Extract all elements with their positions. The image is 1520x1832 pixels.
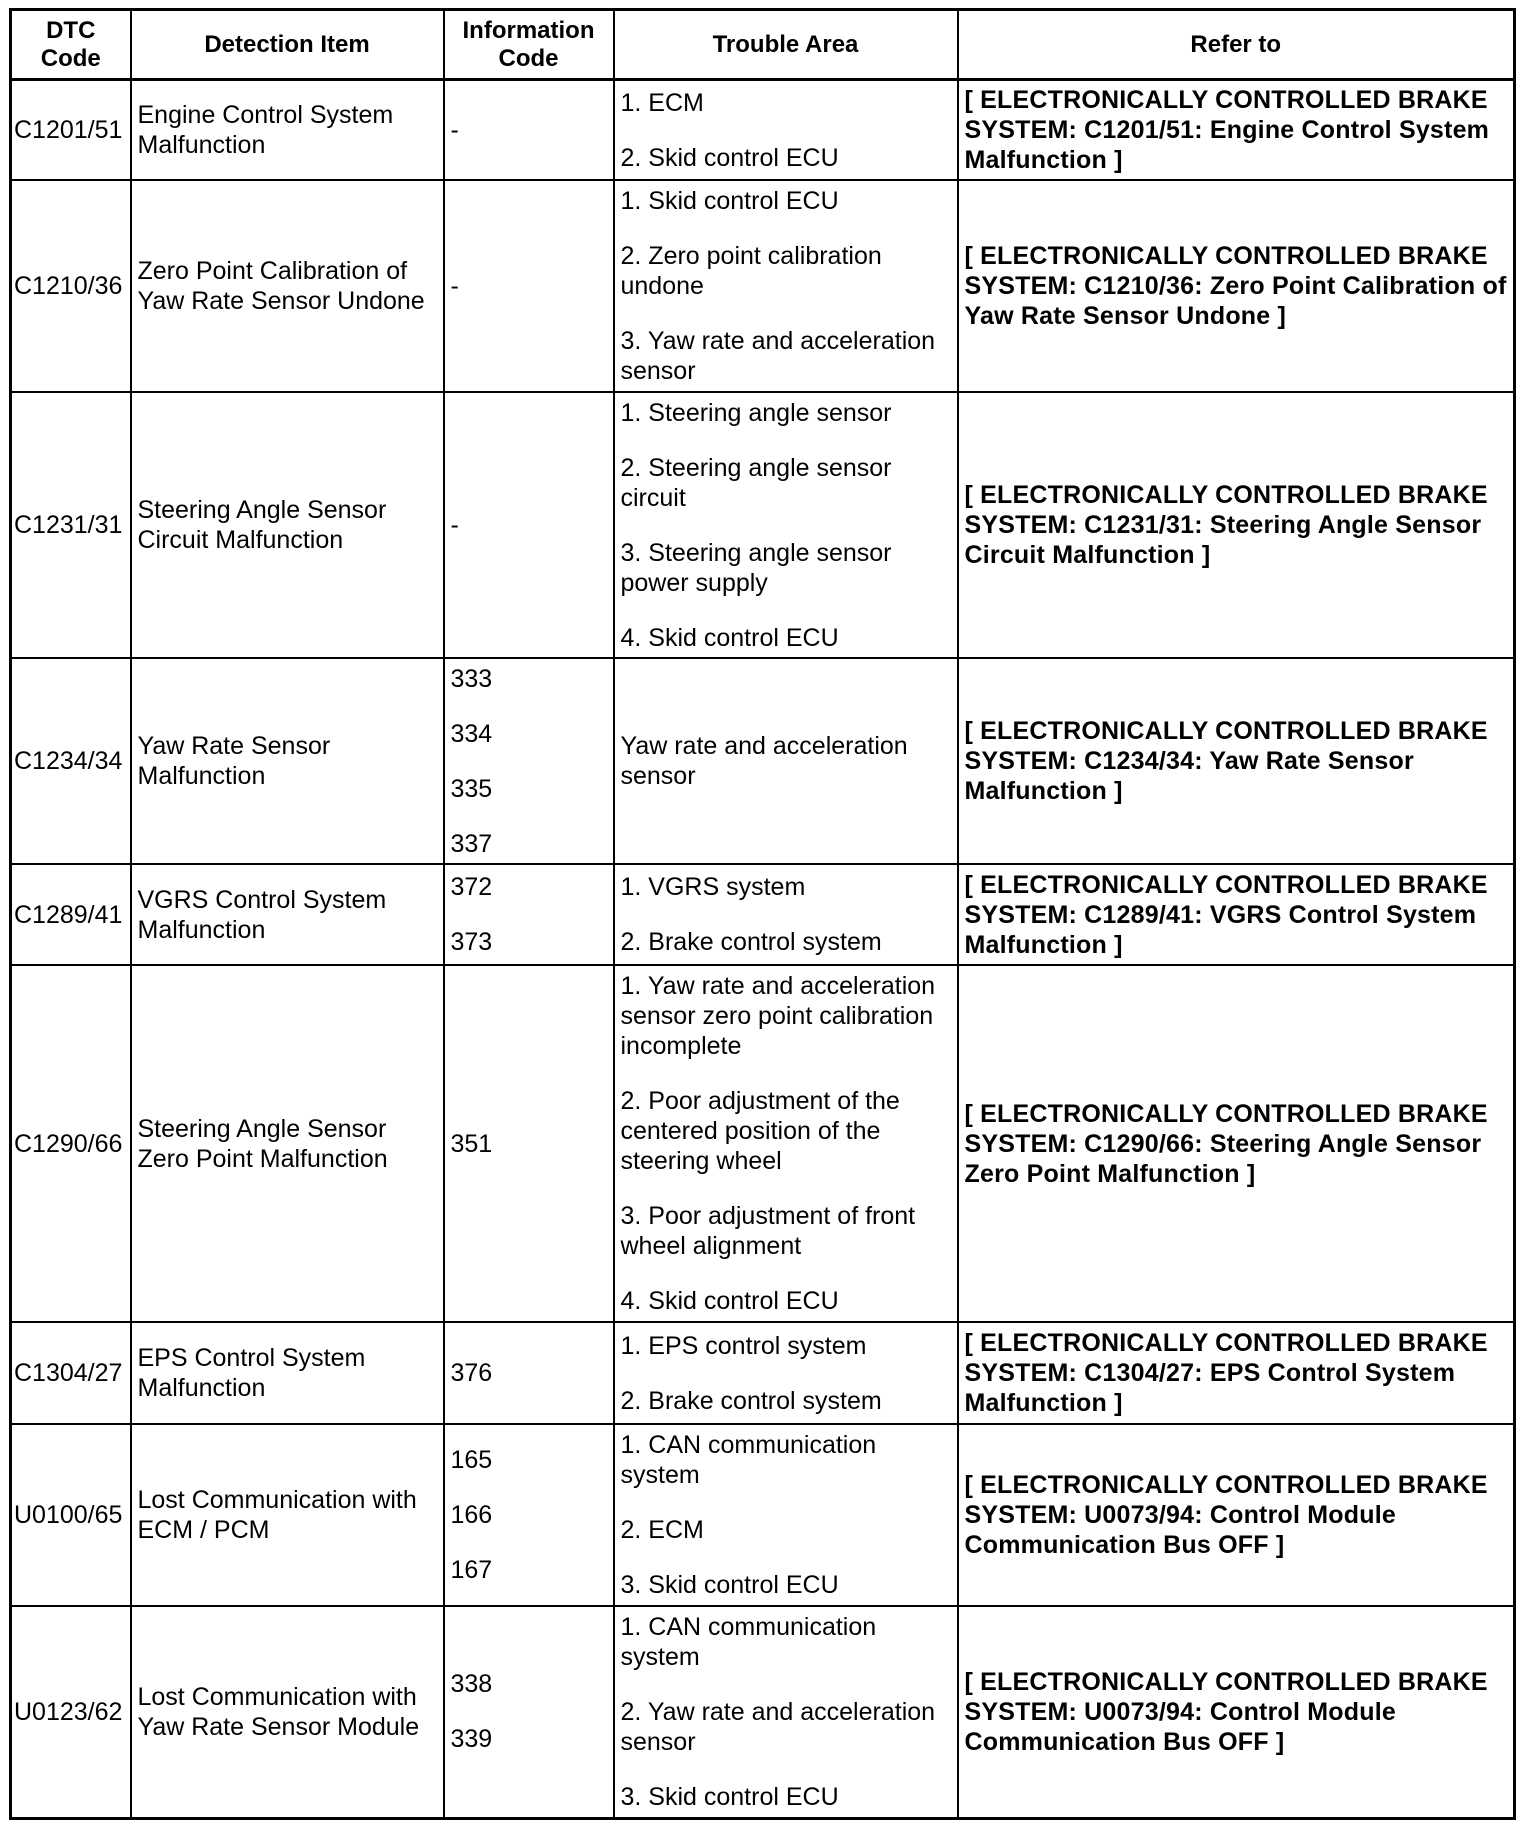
information-code-value: 333 (450, 664, 493, 693)
trouble-area-item: 4. Skid control ECU (620, 623, 839, 652)
trouble-area-item: 2. Brake control system (620, 928, 882, 956)
information-code-value: 376 (450, 1359, 493, 1387)
dtc-code-cell: C1290/66 (11, 965, 131, 1322)
information-code-value: 372 (450, 873, 493, 901)
header-detection-item: Detection Item (131, 10, 444, 80)
trouble-area-cell (614, 1322, 958, 1424)
refer-to-link[interactable]: [ ELECTRONICALLY CONTROLLED BRAKE SYSTEM: C1290/66: Steering Angle Sensor Zero Point Malfunction ] (958, 965, 1515, 1322)
information-code-value: 373 (450, 928, 493, 956)
information-code-cell (444, 864, 614, 965)
trouble-area-item: 3. Poor adjustment of front wheel alignment (620, 1202, 916, 1260)
table-row (11, 180, 1515, 392)
information-code-cell (444, 80, 614, 181)
information-code-value: - (450, 116, 459, 144)
information-code-value: 334 (450, 719, 493, 748)
refer-to-link[interactable]: [ ELECTRONICALLY CONTROLLED BRAKE SYSTEM: C1304/27: EPS Control System Malfunction ] (958, 1322, 1515, 1424)
information-code-value: 338 (450, 1670, 493, 1699)
information-code-value: 167 (450, 1556, 493, 1584)
table-body (11, 80, 1515, 1819)
detection-item-cell: Lost Communication with Yaw Rate Sensor Module (131, 1606, 444, 1818)
trouble-area-item: 3. Yaw rate and acceleration sensor (620, 327, 936, 385)
trouble-area-cell (614, 80, 958, 181)
refer-to-link[interactable]: [ ELECTRONICALLY CONTROLLED BRAKE SYSTEM: U0073/94: Control Module Communication Bus OFF ] (958, 1606, 1515, 1818)
dtc-code-cell: C1304/27 (11, 1322, 131, 1424)
trouble-area-item: 2. ECM (620, 1516, 704, 1544)
refer-to-link[interactable]: [ ELECTRONICALLY CONTROLLED BRAKE SYSTEM: C1234/34: Yaw Rate Sensor Malfunction ] (958, 658, 1515, 864)
dtc-table-container (9, 8, 1516, 1820)
dtc-code-cell: C1210/36 (11, 180, 131, 392)
information-code-value: - (450, 511, 459, 539)
trouble-area-cell (614, 658, 958, 864)
dtc-code-cell: U0100/65 (11, 1424, 131, 1606)
dtc-table (9, 8, 1516, 1820)
trouble-area-cell (614, 392, 958, 658)
trouble-area-item: 1. Yaw rate and acceleration sensor zero point calibration incomplete (620, 972, 936, 1060)
trouble-area-item: Yaw rate and acceleration sensor (620, 732, 908, 790)
trouble-area-item: 1. EPS control system (620, 1331, 867, 1360)
information-code-value: - (450, 272, 459, 300)
information-code-cell (444, 180, 614, 392)
information-code-value: 166 (450, 1501, 493, 1529)
trouble-area-item: 2. Zero point calibration undone (620, 242, 882, 300)
trouble-area-item: 3. Skid control ECU (620, 1571, 839, 1599)
trouble-area-cell (614, 180, 958, 392)
information-code-cell (444, 658, 614, 864)
trouble-area-item: 1. CAN communication system (620, 1612, 877, 1671)
information-code-value: 351 (450, 1129, 493, 1158)
table-row (11, 864, 1515, 965)
information-code-cell (444, 965, 614, 1322)
table-row (11, 658, 1515, 864)
trouble-area-item: 3. Steering angle sensor power supply (620, 538, 892, 597)
information-code-cell (444, 1322, 614, 1424)
trouble-area-item: 2. Yaw rate and acceleration sensor (620, 1697, 936, 1756)
refer-to-link[interactable]: [ ELECTRONICALLY CONTROLLED BRAKE SYSTEM: C1289/41: VGRS Control System Malfunction ] (958, 864, 1515, 965)
dtc-code-cell: U0123/62 (11, 1606, 131, 1818)
header-refer-to: Refer to (958, 10, 1515, 80)
trouble-area-item: 1. VGRS system (620, 873, 806, 901)
detection-item-cell: Lost Communication with ECM / PCM (131, 1424, 444, 1606)
header-dtc-code: DTC Code (11, 10, 131, 80)
information-code-value: 337 (450, 829, 493, 858)
detection-item-cell: Steering Angle Sensor Zero Point Malfunction (131, 965, 444, 1322)
refer-to-link[interactable]: [ ELECTRONICALLY CONTROLLED BRAKE SYSTEM: C1210/36: Zero Point Calibration of Yaw Rate Sensor Undone ] (958, 180, 1515, 392)
detection-item-cell: VGRS Control System Malfunction (131, 864, 444, 965)
table-header-row (11, 10, 1515, 80)
refer-to-link[interactable]: [ ELECTRONICALLY CONTROLLED BRAKE SYSTEM: C1201/51: Engine Control System Malfunction ] (958, 80, 1515, 181)
detection-item-cell: Zero Point Calibration of Yaw Rate Sensor Undone (131, 180, 444, 392)
header-information-code: Information Code (444, 10, 614, 80)
trouble-area-item: 3. Skid control ECU (620, 1782, 839, 1811)
refer-to-link[interactable]: [ ELECTRONICALLY CONTROLLED BRAKE SYSTEM: U0073/94: Control Module Communication Bus OFF ] (958, 1424, 1515, 1606)
trouble-area-item: 2. Steering angle sensor circuit (620, 453, 892, 512)
trouble-area-item: 2. Poor adjustment of the centered position of the steering wheel (620, 1087, 900, 1175)
dtc-code-cell: C1231/31 (11, 392, 131, 658)
refer-to-link[interactable]: [ ELECTRONICALLY CONTROLLED BRAKE SYSTEM: C1231/31: Steering Angle Sensor Circuit Malfunction ] (958, 392, 1515, 658)
trouble-area-item: 1. ECM (620, 88, 704, 117)
trouble-area-cell (614, 1424, 958, 1606)
information-code-cell (444, 1424, 614, 1606)
header-trouble-area: Trouble Area (614, 10, 958, 80)
trouble-area-item: 1. Skid control ECU (620, 187, 839, 215)
trouble-area-item: 2. Brake control system (620, 1386, 882, 1415)
trouble-area-cell (614, 1606, 958, 1818)
dtc-code-cell: C1289/41 (11, 864, 131, 965)
detection-item-cell: Steering Angle Sensor Circuit Malfunction (131, 392, 444, 658)
detection-item-cell: EPS Control System Malfunction (131, 1322, 444, 1424)
information-code-value: 339 (450, 1725, 493, 1754)
table-row (11, 1606, 1515, 1818)
table-row (11, 392, 1515, 658)
table-row (11, 1322, 1515, 1424)
trouble-area-item: 1. Steering angle sensor (620, 398, 892, 427)
information-code-value: 165 (450, 1446, 493, 1474)
detection-item-cell: Engine Control System Malfunction (131, 80, 444, 181)
trouble-area-item: 2. Skid control ECU (620, 143, 839, 172)
table-row (11, 1424, 1515, 1606)
table-row (11, 80, 1515, 181)
trouble-area-item: 4. Skid control ECU (620, 1287, 839, 1315)
detection-item-cell: Yaw Rate Sensor Malfunction (131, 658, 444, 864)
trouble-area-cell (614, 965, 958, 1322)
information-code-cell (444, 392, 614, 658)
table-row (11, 965, 1515, 1322)
dtc-code-cell: C1201/51 (11, 80, 131, 181)
trouble-area-item: 1. CAN communication system (620, 1431, 877, 1489)
trouble-area-cell (614, 864, 958, 965)
information-code-cell (444, 1606, 614, 1818)
information-code-value: 335 (450, 774, 493, 803)
dtc-code-cell: C1234/34 (11, 658, 131, 864)
